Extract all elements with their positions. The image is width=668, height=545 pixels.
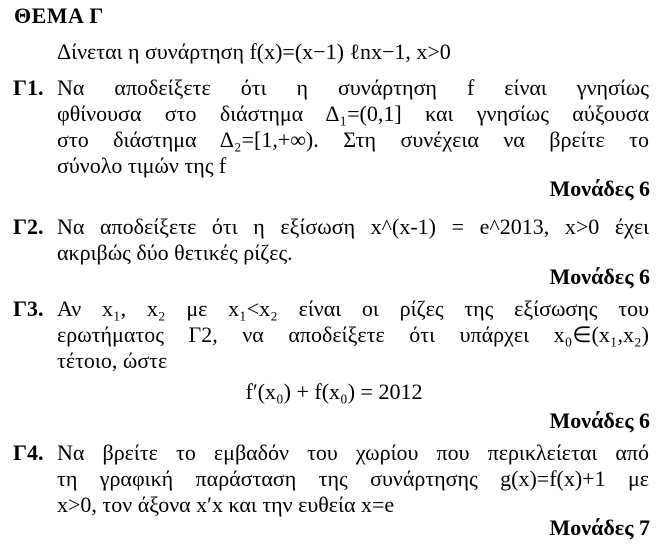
question-g4-line-3: x>0, τον άξονα x′x και την ευθεία x=e xyxy=(57,492,395,517)
question-g1-line-1: Να αποδείξετε ότι η συνάρτηση f είναι γνησίως xyxy=(57,75,649,100)
question-g1-line-2: φθίνουσα στο διάστημα Δ₁=(0,1] και γνησίως αύξουσα xyxy=(57,101,649,126)
question-g3-line-2: ερωτήματος Γ2, να αποδείξετε ότι υπάρχει x₀∈(x₁,x₂) xyxy=(57,322,649,347)
question-g1-line-3: στο διάστημα Δ₂=[1,+∞). Στη συνέχεια να βρείτε το xyxy=(57,127,649,152)
question-label-g4: Γ4. xyxy=(13,440,44,465)
section-title: ΘΕΜΑ Γ xyxy=(14,3,104,28)
question-g3-line-1: Αν x₁, x₂ με x₁<x₂ είναι οι ρίζες της εξίσωσης του xyxy=(57,296,649,321)
question-g2-line-2: ακριβώς δύο θετικές ρίζες. xyxy=(57,240,293,265)
question-g4-line-1: Να βρείτε το εμβαδόν του χωρίου που περικλείεται από xyxy=(57,440,649,465)
question-g3-line-3: τέτοιο, ώστε xyxy=(57,348,168,373)
question-g4-line-2: τη γραφική παράσταση της συνάρτησης g(x)=f(x)+1 με xyxy=(57,466,649,491)
question-label-g1: Γ1. xyxy=(13,75,44,100)
question-label-g2: Γ2. xyxy=(13,214,44,239)
problem-intro: Δίνεται η συνάρτηση f(x)=(x−1) ℓnx−1, x>0 xyxy=(57,39,451,64)
question-g3-equation: f′(x₀) + f(x₀) = 2012 xyxy=(245,379,423,404)
question-label-g3: Γ3. xyxy=(13,296,44,321)
marks-g2: Μονάδες 6 xyxy=(549,264,650,289)
question-g2-line-1: Να αποδείξετε ότι η εξίσωση x^(x-1) = e^2013, x>0 έχει xyxy=(57,214,649,239)
question-g1-line-4: σύνολο τιμών της f xyxy=(57,153,227,178)
marks-g3: Μονάδες 6 xyxy=(549,408,650,433)
marks-g1: Μονάδες 6 xyxy=(549,176,650,201)
marks-g4: Μονάδες 7 xyxy=(549,515,650,540)
